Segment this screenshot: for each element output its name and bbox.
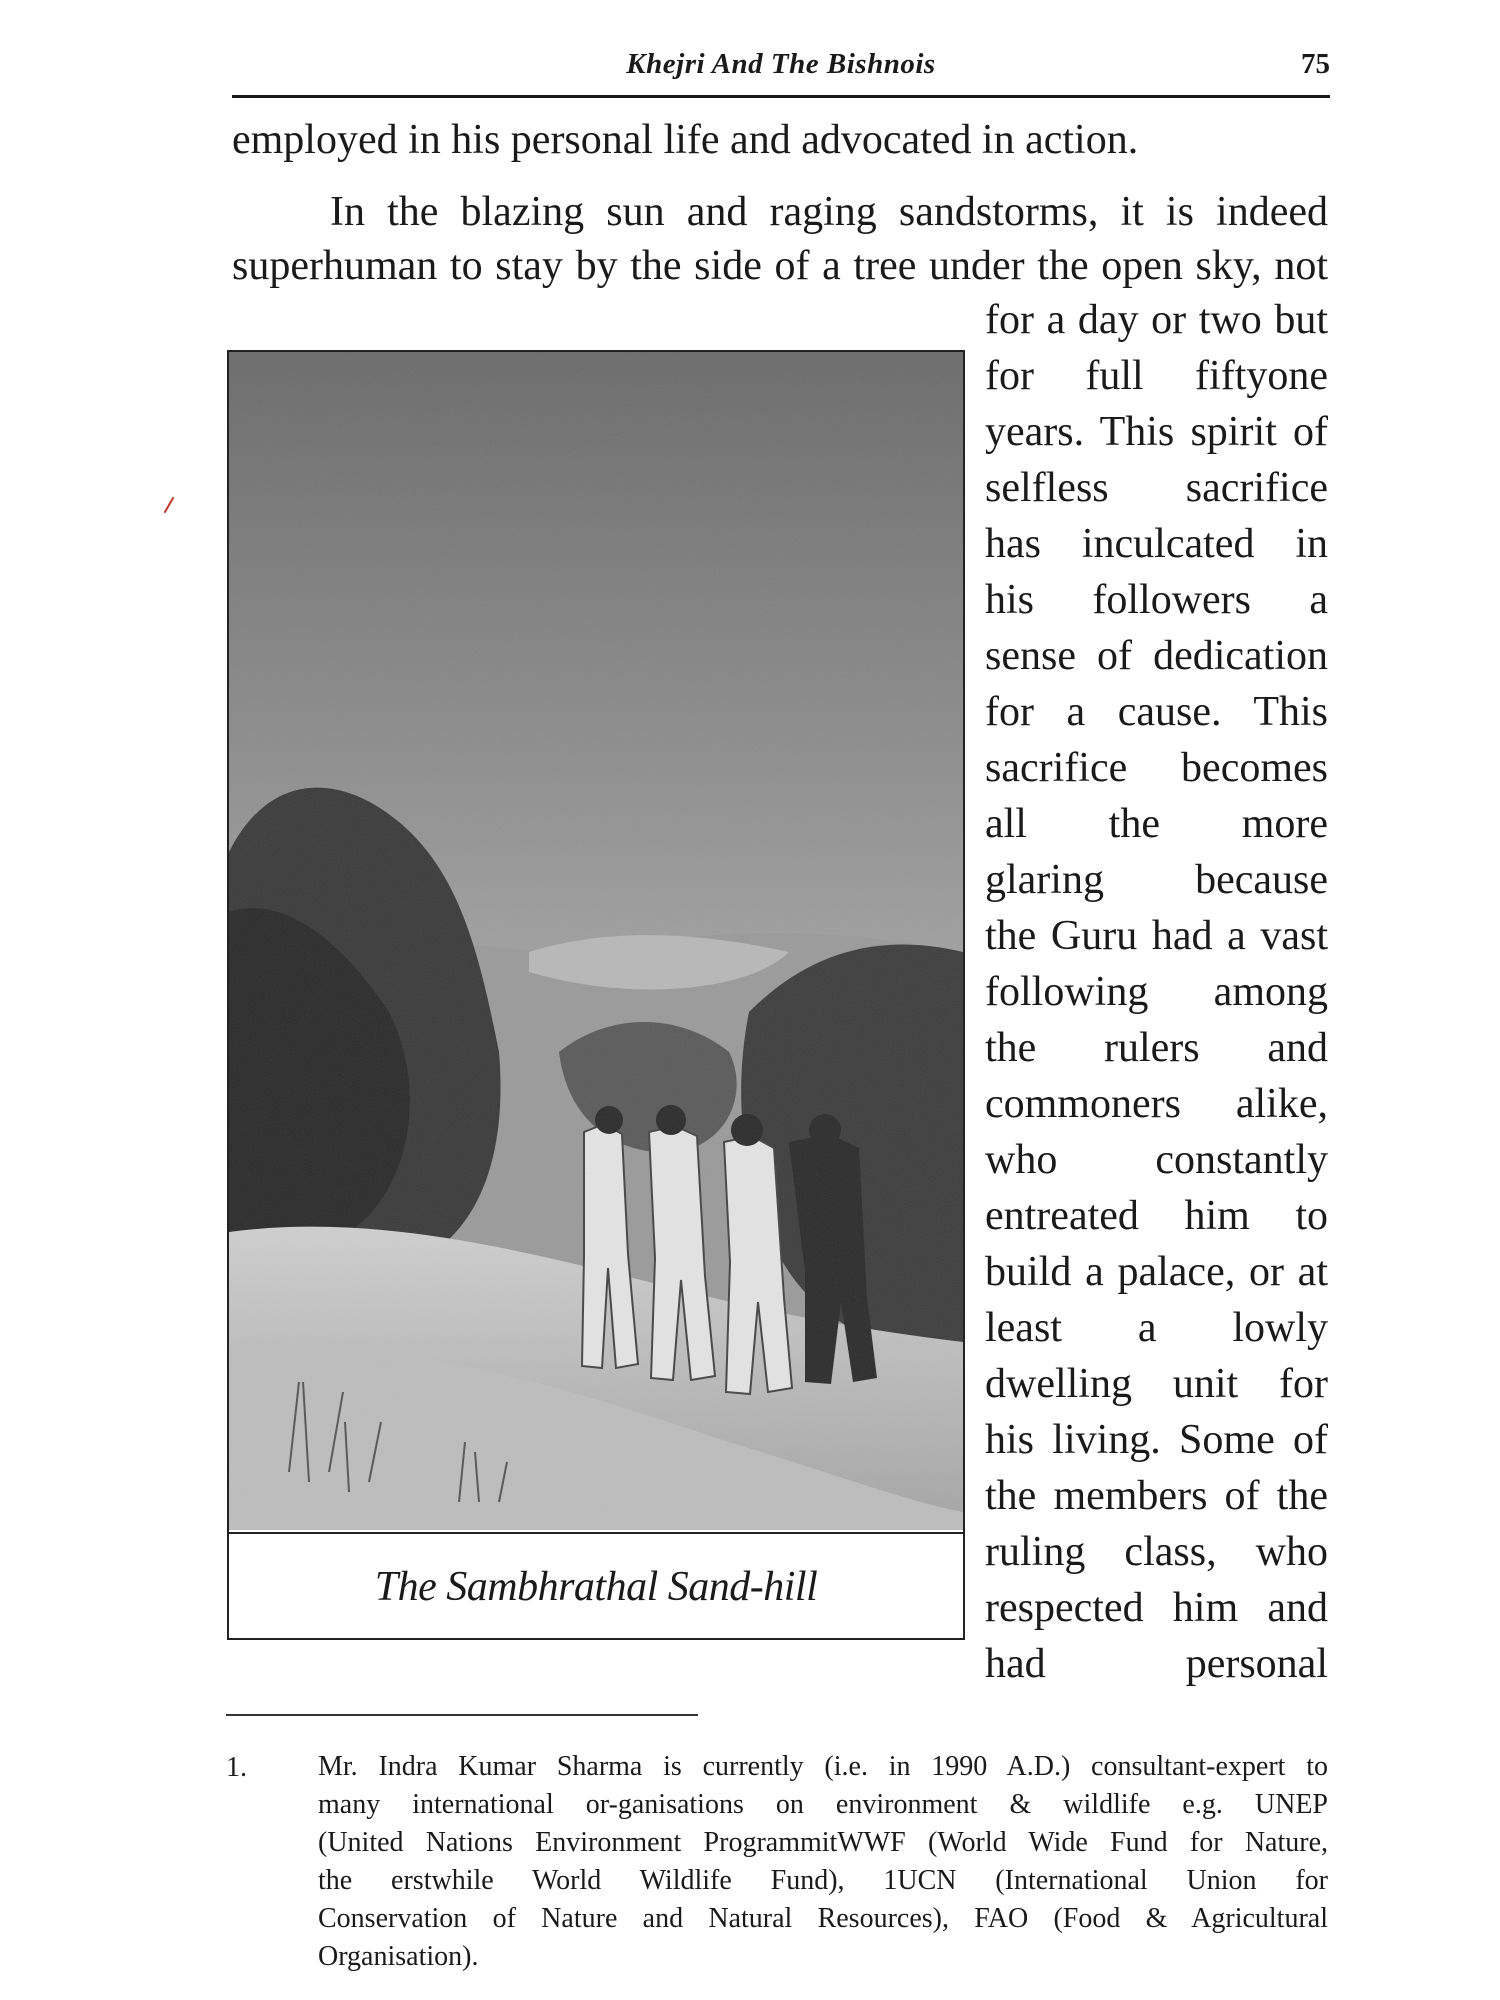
- wrap-line: the rulers and: [985, 1025, 1328, 1071]
- wrap-line: selfless sacrifice: [985, 465, 1328, 511]
- running-title: Khejri And The Bishnois: [626, 48, 936, 80]
- wrap-line: ruling class, who: [985, 1529, 1328, 1575]
- wrap-line: sacrifice becomes: [985, 745, 1328, 791]
- wrap-line: glaring because: [985, 857, 1328, 903]
- body-line: superhuman to stay by the side of a tree under the open sky, not: [232, 243, 1328, 289]
- wrap-line: dwelling unit for: [985, 1361, 1328, 1407]
- wrap-line: for a day or two but: [985, 297, 1328, 343]
- wrap-line: entreated him to: [985, 1193, 1328, 1239]
- body-line: employed in his personal life and advocated in action.: [232, 117, 1139, 163]
- wrap-line: least a lowly: [985, 1305, 1328, 1351]
- footnote-line: the erstwhile World Wildlife Fund), 1UCN (International Union for: [318, 1865, 1328, 1896]
- wrap-line: sense of dedication: [985, 633, 1328, 679]
- body-line: In the blazing sun and raging sandstorms, it is indeed: [330, 189, 1328, 235]
- wrap-line: his living. Some of: [985, 1417, 1328, 1463]
- photo-sand-hill: [229, 352, 963, 1530]
- page-number: 75: [1301, 48, 1330, 80]
- wrap-line: has inculcated in: [985, 521, 1328, 567]
- footnote-line: Mr. Indra Kumar Sharma is currently (i.e. in 1990 A.D.) consultant-expert to: [318, 1751, 1328, 1782]
- figure: [227, 350, 965, 1640]
- wrap-line: build a palace, or at: [985, 1249, 1328, 1295]
- wrap-line: the Guru had a vast: [985, 913, 1328, 959]
- wrap-line: who constantly: [985, 1137, 1328, 1183]
- footnote-line: (United Nations Environment ProgrammitWWF (World Wide Fund for Nature,: [318, 1827, 1328, 1858]
- footnote-line: Conservation of Nature and Natural Resources), FAO (Food & Agricultural: [318, 1903, 1328, 1934]
- wrap-line: commoners alike,: [985, 1081, 1328, 1127]
- page-header: [232, 48, 1330, 98]
- margin-pen-mark: [164, 497, 175, 514]
- wrap-line: had personal: [985, 1641, 1328, 1687]
- footnote-line: many international or-ganisations on environment & wildlife e.g. UNEP: [318, 1789, 1328, 1820]
- footnote-rule: [226, 1714, 698, 1716]
- wrap-line: all the more: [985, 801, 1328, 847]
- wrap-line: respected him and: [985, 1585, 1328, 1631]
- wrap-line: for a cause. This: [985, 689, 1328, 735]
- wrap-line: the members of the: [985, 1473, 1328, 1519]
- wrap-line: for full fiftyone: [985, 353, 1328, 399]
- footnote-number: 1.: [226, 1752, 247, 1783]
- wrap-line: years. This spirit of: [985, 409, 1328, 455]
- figure-caption: The Sambhrathal Sand-hill: [229, 1532, 963, 1640]
- footnote-line: Organisation).: [318, 1941, 479, 1972]
- wrap-line: following among: [985, 969, 1328, 1015]
- wrap-line: his followers a: [985, 577, 1328, 623]
